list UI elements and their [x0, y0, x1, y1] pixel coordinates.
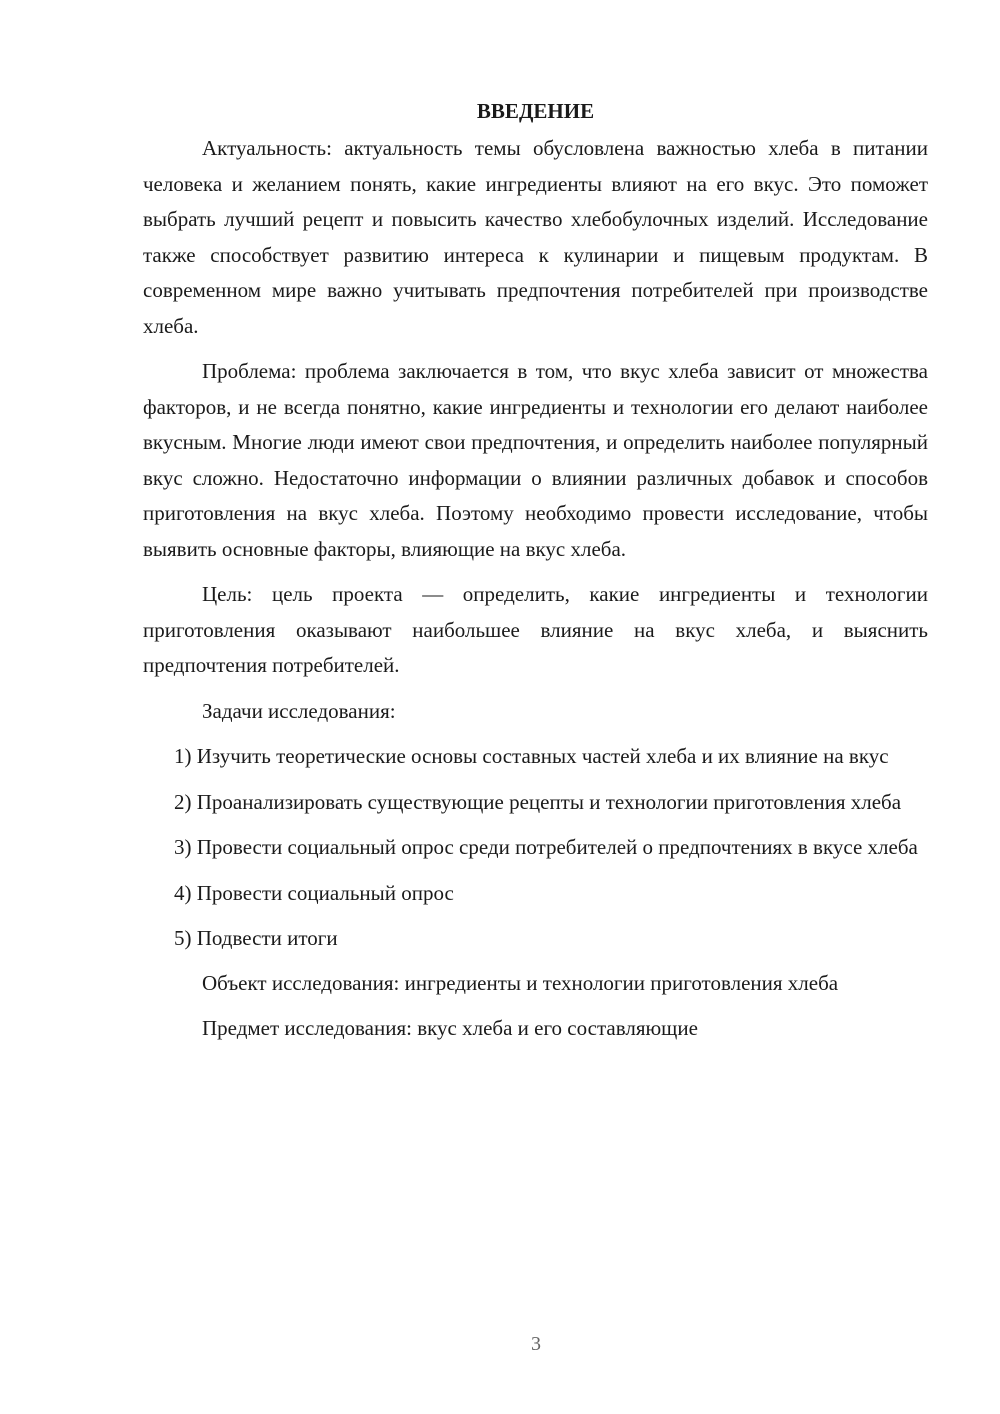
task-item: 3) Провести социальный опрос среди потребителей о предпочтениях в вкусе хлеба — [174, 835, 918, 859]
research-object-paragraph: Объект исследования: ингредиенты и технологии приготовления хлеба — [202, 970, 839, 995]
task-item: 5) Подвести итоги — [174, 926, 338, 950]
research-subject-paragraph: Предмет исследования: вкус хлеба и его составляющие — [202, 1016, 698, 1040]
page-title: ВВЕДЕНИЕ — [476, 99, 595, 123]
page-content — [143, 96, 928, 1057]
tasks-heading: Задачи исследования: — [202, 698, 396, 723]
problem-paragraph: Проблема: проблема заключается в том, что вкус хлеба зависит от множества факторов, и не всегда понятно, какие ингредиенты и технологии его делают наиболее вкусным. Многие люди имеют свои предпочтения, и определить наиболее популярный вкус сложно. Недостаточно информации о влиянии различных добавок и способов приготовления на вкус хлеба. Поэтому необходимо провести исследование, чтобы выявить основные факторы, влияющие на вкус хлеба. — [143, 359, 928, 561]
goal-paragraph: Цель: цель проекта — определить, какие ингредиенты и технологии приготовления оказывают наибольшее влияние на вкус хлеба, и выяснить предпочтения потребителей. — [143, 582, 928, 677]
task-item: 4) Провести социальный опрос — [174, 880, 454, 905]
task-item: 2) Проанализировать существующие рецепты и технологии приготовления хлеба — [174, 789, 902, 814]
page-number: 3 — [531, 1333, 541, 1355]
relevance-paragraph: Актуальность: актуальность темы обусловлена важностью хлеба в питании человека и желанием понять, какие ингредиенты влияют на его вкус. Это поможет выбрать лучший рецепт и повысить качество хлебобулочных изделий. Исследование также способствует развитию интереса к кулинарии и пищевым продуктам. В современном мире важно учитывать предпочтения потребителей при производстве хлеба. — [143, 136, 928, 338]
task-item: 1) Изучить теоретические основы составных частей хлеба и их влияние на вкус — [174, 744, 889, 768]
